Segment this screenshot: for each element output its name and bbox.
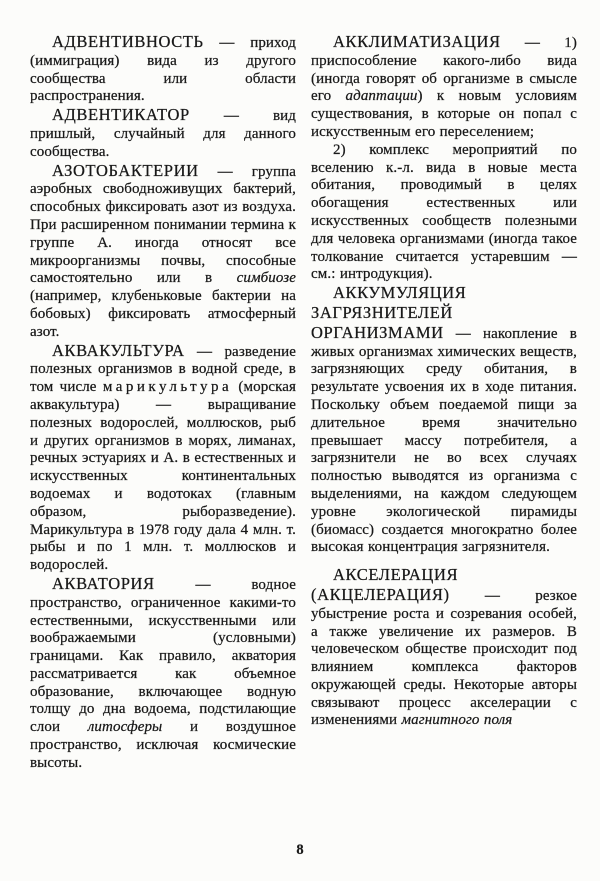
- entry-text: — 1) приспособление какого-либо вида (иногда говорят об организме в смысле его: [311, 35, 577, 105]
- entry-headword: АКВАКУЛЬТУРА: [52, 340, 185, 360]
- entry-headword: АККЛИМАТИЗАЦИЯ: [333, 32, 501, 51]
- entry-text: 2) комплекс мероприятий по вселению к.-л. вида в новые места обитания, проводимый в целях обогащения естественных или искусственных сообществ полезными для человека организмами (иногда такое толкование считается устаревшим — см.: интродукция).: [311, 141, 577, 283]
- entry-text: (морская аквакультура) — выращивание полезных водорослей, моллюсков, рыб и других организмов в морях, лиманах, речных эстуариях и А. в естественных и искусственных континентальных водоемах и водотоках (главным образом, рыборазведение). Марикультура в 1978 году дала 4 млн. т. рыбы и по 1 млн. т. моллюсков и водорослей.: [30, 379, 296, 574]
- entry-headword: АККУМУЛЯЦИЯ ЗАГРЯЗНИТЕЛЕЙ ОРГАНИЗМАМИ: [311, 283, 467, 342]
- entry-headword: АДВЕНТИКАТОР: [52, 105, 190, 125]
- column-left: [30, 33, 296, 773]
- dictionary-entry: [311, 33, 577, 142]
- entry-text: — группа аэробных свободноживущих бактерий, способных фиксировать азот из воздуха. При расширенном понимании термина к группе А. иногда относят все микроорганизмы почвы, способные самостоятельно или в: [30, 163, 296, 287]
- entry-text: адаптации: [345, 88, 418, 105]
- dictionary-entry: [311, 566, 577, 730]
- entry-text: симбиозе: [236, 270, 296, 287]
- entry-headword: АКВАТОРИЯ: [52, 573, 155, 593]
- entry-text: — вид пришлый, случайный для данного сообщества.: [30, 108, 296, 160]
- dictionary-entry: [30, 106, 296, 161]
- entry-text: ) к новым условиям существования, в которые он попал с искусственным его переселением;: [311, 88, 577, 140]
- column-right: [311, 33, 577, 773]
- page-number: 8: [296, 842, 304, 858]
- entry-text: и воздушное пространство, исключая космические высоты.: [30, 719, 296, 771]
- dictionary-entry: [30, 575, 296, 773]
- entry-text: — водное пространство, ограниченное какими-то естественными, искусственными или воображаемыми (условными) границами. Как правило, акватория рассматривается как объемное образование, включающее водную толщу до дна водоема, подстилающие слои: [30, 576, 296, 736]
- entry-headword: АКСЕЛЕРАЦИЯ (АКЦЕЛЕРАЦИЯ): [311, 565, 459, 604]
- dictionary-entry: [30, 342, 296, 575]
- dictionary-entry: [311, 284, 577, 557]
- entry-headword: АДВЕНТИВНОСТЬ: [52, 32, 204, 51]
- dictionary-entry: [311, 142, 577, 284]
- entry-text: — разведение полезных организмов в водной среде, в том числе: [30, 343, 296, 396]
- entry-text: — накопление в живых организмах химических веществ, загрязняющих среду обитания, в результате усвоения их в ходе питания. Поскольку объем поедаемой пищи за длительное время значительно превышает массу потребителя, а загрязнители не во всех случаях полностью выводятся из организма с выделениями, на каждом следующем уровне экологической пирамиды (биомасс) создается многократно более высокая концентрация загрязнителя.: [311, 325, 577, 556]
- entry-text: — резкое убыстрение роста и созревания особей, а также увеличение их размеров. В человеческом обществе происходит под влиянием комплекса факторов окружающей среды. Некоторые авторы связывают процесс акселерации с изменениями: [311, 587, 577, 729]
- entry-text: марикультура: [102, 379, 233, 396]
- entry-text: литосферы: [87, 719, 163, 736]
- entry-headword: АЗОТОБАКТЕРИИ: [52, 160, 199, 180]
- entry-text: магнитного поля: [401, 712, 513, 729]
- entry-text: — приход (иммиграция) вида из другого сообщества или области распространения.: [30, 35, 296, 105]
- dictionary-entry: [30, 33, 296, 106]
- entry-text: (например, клубеньковые бактерии на бобовых) фиксировать атмосферный азот.: [30, 288, 296, 340]
- dictionary-entry: [30, 162, 296, 342]
